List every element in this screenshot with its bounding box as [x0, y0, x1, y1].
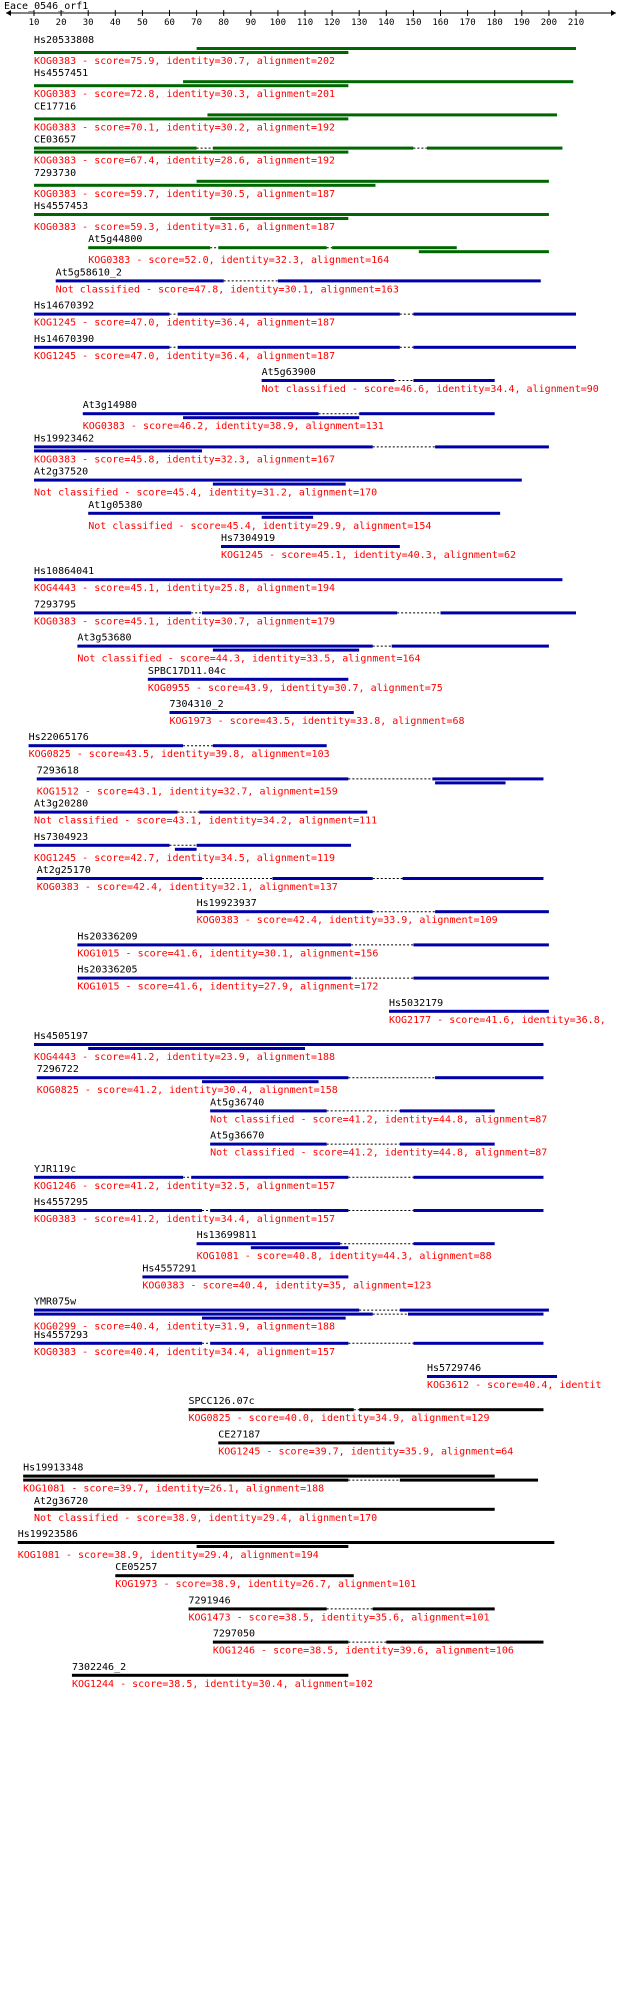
hit-info-link[interactable]: Not classified - score=43.1, identity=34.2, alignment=111 [34, 815, 378, 827]
hit-name-link[interactable]: 7302246_2 [71, 1661, 127, 1673]
hit-info-link[interactable]: KOG0383 - score=46.2, identity=38.9, alignment=131 [82, 421, 384, 433]
hit-info-link[interactable]: KOG1245 - score=47.0, identity=36.4, alignment=187 [34, 350, 336, 362]
alignment-segment [34, 578, 562, 581]
alignment-segment [197, 910, 373, 913]
ruler-tick-label: 130 [351, 18, 368, 28]
alignment-segment [34, 611, 191, 614]
hit-info-link[interactable]: KOG1245 - score=39.7, identity=35.9, alignment=64 [218, 1446, 514, 1458]
hit-row[interactable] [218, 1429, 513, 1457]
hit-name-link[interactable]: 7293618 [36, 765, 79, 777]
alignment-segment [77, 943, 351, 946]
alignment-segment [34, 1209, 202, 1212]
ruler-tick-label: 60 [164, 18, 175, 28]
hit-name-link[interactable]: Hs4557291 [142, 1263, 197, 1275]
hit-row[interactable] [72, 1662, 373, 1690]
alignment-segment [34, 51, 348, 54]
hit-info-link[interactable]: Not classified - score=47.8, identity=30.1, alignment=163 [55, 284, 399, 296]
alignment-segment [213, 483, 346, 486]
alignment-segment [218, 1441, 394, 1444]
alignment-segment [413, 1209, 543, 1212]
hit-name-link[interactable]: At1g05380 [88, 499, 143, 511]
hit-row[interactable] [37, 765, 544, 797]
hit-info-link[interactable]: KOG1246 - score=38.5, identity=39.6, alignment=106 [212, 1645, 514, 1657]
ruler-tick-label: 80 [218, 18, 230, 28]
alignment-segment [441, 611, 577, 614]
alignment-segment [197, 844, 351, 847]
alignment-segment [213, 649, 359, 652]
alignment-segment [213, 1641, 348, 1644]
alignment-segment [202, 1317, 346, 1320]
alignment-segment [332, 246, 457, 249]
hit-name-link[interactable]: Hs22065176 [28, 732, 89, 744]
hit-name-link[interactable]: CE17716 [34, 101, 77, 113]
alignment-segment [88, 1047, 305, 1050]
hit-row[interactable] [188, 1396, 543, 1424]
hit-name-link[interactable]: CE05257 [115, 1562, 158, 1574]
hit-row[interactable] [34, 433, 549, 465]
hit-info-link[interactable]: KOG0383 - score=52.0, identity=32.3, alignment=164 [88, 255, 390, 267]
alignment-segment [400, 1109, 495, 1112]
alignment-segment [197, 47, 576, 50]
hit-info-link[interactable]: KOG0383 - score=67.4, identity=28.6, alignment=192 [34, 155, 336, 167]
alignment-segment [37, 1076, 349, 1079]
hit-info-link[interactable]: KOG0383 - score=72.8, identity=30.3, alignment=201 [34, 89, 336, 101]
alignment-segment [188, 1408, 353, 1411]
hit-name-link[interactable]: 7304310_2 [169, 699, 224, 710]
alignment-segment [170, 711, 354, 714]
hit-name-link[interactable]: 7293795 [34, 599, 77, 611]
hit-row[interactable] [34, 799, 377, 827]
hit-name-link[interactable]: Hs4557451 [34, 68, 89, 80]
alignment-segment [34, 1508, 495, 1511]
hit-name-link[interactable]: At5g44800 [88, 234, 143, 246]
hit-name-link[interactable]: At3g20280 [34, 798, 89, 810]
alignment-segment [23, 1479, 348, 1482]
alignment-segment [34, 1342, 202, 1345]
alignment-segment [34, 445, 373, 448]
hit-row[interactable] [56, 267, 541, 295]
hit-info-link[interactable]: KOG0955 - score=43.9, identity=30.7, alignment=75 [147, 682, 443, 694]
alignment-segment [72, 1674, 348, 1677]
alignment-segment [373, 1607, 495, 1610]
alignment-segment [34, 1313, 373, 1316]
ruler-tick-label: 100 [269, 18, 287, 28]
hit-name-link[interactable]: Hs20533808 [34, 35, 95, 46]
hit-info-link[interactable]: KOG0383 - score=70.1, identity=30.2, alignment=192 [34, 122, 336, 134]
ruler-tick-label: 50 [136, 18, 148, 28]
hit-row[interactable] [148, 666, 443, 694]
hit-row[interactable] [142, 1263, 431, 1291]
ruler-tick-label: 150 [405, 18, 422, 28]
hit-row[interactable] [34, 68, 573, 100]
alignment-segment [262, 379, 395, 382]
alignment-segment [34, 117, 348, 120]
alignment-segment [23, 1475, 495, 1478]
alignment-segment [77, 645, 372, 648]
alignment-segment [37, 777, 349, 780]
hit-info-link[interactable]: KOG0383 - score=40.4, identity=35, alignment=123 [142, 1280, 432, 1292]
hit-row[interactable] [170, 699, 465, 727]
hit-row[interactable] [262, 367, 599, 395]
hit-row[interactable] [34, 135, 562, 167]
alignment-segment [386, 1641, 543, 1644]
hit-info-link[interactable]: KOG0825 - score=40.0, identity=34.9, alignment=129 [188, 1413, 490, 1425]
alignment-segment [34, 1309, 359, 1312]
ruler-tick-label: 40 [109, 18, 121, 28]
hit-info-link[interactable]: KOG1246 - score=41.2, identity=32.5, alignment=157 [34, 1180, 336, 1192]
alignment-segment [34, 449, 202, 452]
hit-info-link[interactable]: KOG1245 - score=42.7, identity=34.5, alignment=119 [34, 852, 336, 864]
hit-row[interactable] [88, 500, 500, 532]
ruler-tick-label: 30 [82, 18, 94, 28]
hit-info-link[interactable]: KOG1973 - score=43.5, identity=33.8, alignment=68 [169, 716, 465, 727]
alignment-segment [413, 313, 576, 316]
alignment-segment [413, 943, 549, 946]
hit-info-link[interactable]: Not classified - score=44.3, identity=33.5, alignment=164 [77, 653, 421, 665]
hit-info-link[interactable]: KOG0383 - score=59.7, identity=30.5, alignment=187 [34, 188, 336, 200]
alignment-segment [34, 147, 197, 150]
hit-name-link[interactable]: At3g14980 [82, 400, 137, 412]
hit-row[interactable] [210, 1131, 547, 1159]
hit-name-link[interactable]: At5g63900 [261, 367, 316, 378]
alignment-segment [419, 250, 549, 253]
hit-row[interactable] [34, 334, 576, 362]
alignment-segment [199, 811, 367, 814]
hit-info-link[interactable]: KOG1081 - score=40.8, identity=44.3, alignment=88 [196, 1251, 492, 1263]
hit-info-link[interactable]: Not classified - score=45.4, identity=31.2, alignment=170 [34, 487, 378, 499]
alignment-segment [175, 848, 197, 851]
hit-row[interactable] [83, 400, 495, 432]
alignment-segment [34, 346, 170, 349]
hit-name-link[interactable]: 7296722 [36, 1064, 79, 1076]
hit-name-link[interactable]: Hs7304919 [220, 533, 276, 544]
hit-info-link[interactable]: KOG0383 - score=59.3, identity=31.6, alignment=187 [34, 222, 336, 233]
hit-name-link[interactable]: CE03657 [34, 134, 77, 146]
hit-name-link[interactable]: Hs14670390 [34, 333, 95, 345]
sequence-ruler [6, 10, 616, 28]
hit-name-link[interactable]: Hs14670392 [34, 300, 95, 312]
alignment-segment [413, 379, 494, 382]
hit-info-link[interactable]: Not classified - score=46.6, identity=34.4, alignment=90 [261, 384, 599, 395]
alignment-segment [435, 445, 549, 448]
alignment-segment [210, 217, 348, 220]
hit-name-link[interactable]: 7297050 [212, 1628, 256, 1640]
alignment-segment [34, 1043, 543, 1046]
hit-info-link[interactable]: KOG0383 - score=45.1, identity=30.7, alignment=179 [34, 616, 336, 628]
alignment-segment [403, 877, 544, 880]
alignment-segment [77, 977, 351, 980]
alignment-segment [83, 412, 319, 415]
alignment-segment [207, 113, 557, 116]
alignment-segment [34, 151, 348, 154]
alignment-segment [188, 1607, 326, 1610]
hit-row[interactable] [34, 1197, 543, 1225]
hit-row[interactable] [37, 865, 544, 893]
hit-info-link[interactable]: KOG4443 - score=41.2, identity=23.9, alignment=188 [34, 1052, 336, 1063]
alignment-segment [183, 416, 359, 419]
hit-row[interactable] [221, 533, 516, 561]
hit-info-link[interactable]: KOG0825 - score=43.5, identity=39.8, alignment=103 [28, 749, 330, 761]
alignment-segment [435, 910, 549, 913]
alignment-segment [400, 1143, 495, 1146]
hit-row[interactable] [34, 1297, 549, 1333]
ruler-tick-label: 170 [459, 18, 476, 28]
hit-info-link[interactable]: KOG1081 - score=38.9, identity=29.4, alignment=194 [17, 1550, 319, 1561]
hit-info-link[interactable]: KOG0299 - score=40.4, identity=31.9, alignment=188 [34, 1321, 336, 1333]
alignment-segment [34, 844, 170, 847]
hit-info-link[interactable]: KOG1473 - score=38.5, identity=35.6, alignment=101 [188, 1612, 490, 1624]
alignment-segment [251, 1246, 349, 1249]
alignment-segment [34, 313, 170, 316]
hit-info-link[interactable]: KOG2177 - score=41.6, identity=36.8, [389, 1014, 606, 1026]
alignment-segment [148, 678, 349, 681]
hit-name-link[interactable]: Hs4557295 [34, 1197, 89, 1208]
hit-info-link[interactable]: KOG0825 - score=41.2, identity=30.4, alignment=158 [36, 1085, 338, 1097]
hit-info-link[interactable]: KOG0383 - score=42.4, identity=32.1, alignment=137 [36, 882, 338, 893]
hit-info-link[interactable]: KOG1245 - score=47.0, identity=36.4, alignment=187 [34, 317, 336, 329]
alignment-segment [37, 877, 202, 880]
hit-info-link[interactable]: KOG1015 - score=41.6, identity=27.9, alignment=172 [77, 981, 379, 993]
hit-info-link[interactable]: KOG1512 - score=43.1, identity=32.7, alignment=159 [36, 786, 338, 798]
hit-name-link[interactable]: YJR119c [34, 1163, 77, 1175]
hit-row[interactable] [34, 1031, 543, 1063]
hit-name-link[interactable]: Hs4557293 [34, 1329, 89, 1341]
alignment-segment [88, 512, 500, 515]
alignment-segment [221, 545, 400, 548]
alignment-segment [413, 346, 576, 349]
hit-info-link[interactable]: KOG4443 - score=45.1, identity=25.8, alignment=194 [34, 583, 336, 595]
alignment-segment [191, 1176, 348, 1179]
alignment-segment [88, 246, 210, 249]
alignment-segment [359, 412, 495, 415]
ruler-tick-label: 190 [513, 18, 530, 28]
alignment-segment [213, 147, 414, 150]
ruler-tick-label: 210 [567, 18, 585, 28]
alignment-segment [178, 346, 400, 349]
hit-name-link[interactable]: Hs7304923 [34, 831, 89, 843]
query-title: Eace_0546_orf1 [4, 1, 89, 12]
hit-row[interactable] [88, 234, 549, 266]
alignment-segment [413, 977, 549, 980]
ruler-tick-label: 200 [540, 18, 558, 28]
hit-name-link[interactable]: SPBC17D11.04c [147, 665, 227, 677]
hit-row[interactable] [29, 732, 330, 760]
alignment-segment [278, 279, 541, 282]
hit-name-link[interactable]: At2g37520 [34, 466, 89, 478]
hit-row[interactable] [34, 832, 351, 864]
hit-info-link[interactable]: Not classified - score=41.2, identity=44.8, alignment=87 [210, 1114, 548, 1126]
alignment-segment [210, 1109, 327, 1112]
alignment-segment [400, 1309, 549, 1312]
alignment-segment [427, 1375, 557, 1378]
hit-name-link[interactable]: CE27187 [218, 1429, 261, 1441]
hit-name-link[interactable]: At5g58610_2 [55, 267, 122, 279]
hit-name-link[interactable]: Hs19913348 [23, 1462, 84, 1474]
alignment-segment [34, 1176, 183, 1179]
hit-row[interactable] [34, 1164, 543, 1192]
alignment-segment [213, 744, 327, 747]
alignment-segment [115, 1574, 353, 1577]
hit-name-link[interactable]: SPCC126.07c [188, 1396, 255, 1408]
hit-name-link[interactable]: Hs5032179 [389, 997, 444, 1009]
alignment-segment [202, 611, 397, 614]
alignment-segment [435, 781, 505, 784]
ruler-right-arrow-icon [611, 10, 616, 16]
hit-row[interactable] [197, 898, 549, 926]
hit-info-link[interactable]: Not classified - score=41.2, identity=44.8, alignment=87 [210, 1147, 548, 1159]
hit-info-link[interactable]: KOG0383 - score=45.8, identity=32.3, alignment=167 [34, 454, 336, 466]
alignment-segment [210, 1209, 348, 1212]
hit-name-link[interactable]: At3g53680 [77, 632, 132, 644]
ruler-tick-label: 160 [432, 18, 449, 28]
ruler-tick-label: 90 [245, 18, 257, 28]
hit-name-link[interactable]: At2g36720 [34, 1495, 89, 1507]
hit-name-link[interactable]: Hs20336209 [77, 931, 138, 943]
hit-row[interactable] [34, 201, 549, 233]
hit-name-link[interactable]: 7293730 [34, 167, 77, 179]
hit-list [18, 35, 606, 1690]
hit-info-link[interactable]: KOG1081 - score=39.7, identity=26.1, alignment=188 [23, 1483, 325, 1495]
hit-row[interactable] [18, 1529, 555, 1561]
hit-name-link[interactable]: Hs19923462 [34, 433, 95, 445]
ruler-tick-label: 20 [55, 18, 67, 28]
alignment-segment [197, 180, 549, 183]
hit-row[interactable] [34, 1496, 495, 1524]
hit-row[interactable] [34, 599, 576, 627]
hit-name-link[interactable]: Hs10864041 [34, 566, 95, 578]
hit-row[interactable] [23, 1463, 538, 1495]
alignment-segment [142, 1275, 348, 1278]
alignment-segment [218, 246, 326, 249]
hit-row[interactable] [389, 998, 606, 1026]
alignment-segment [435, 1076, 543, 1079]
hit-name-link[interactable]: 7291946 [188, 1595, 231, 1607]
hit-row[interactable] [77, 931, 549, 959]
hit-name-link[interactable]: Hs5729746 [426, 1363, 482, 1374]
hit-row[interactable] [197, 1230, 495, 1262]
ruler-tick-label: 140 [378, 18, 395, 28]
alignment-segment [408, 1313, 543, 1316]
hit-info-link[interactable]: KOG1973 - score=38.9, identity=26.7, alignment=101 [115, 1579, 417, 1591]
alignment-segment [34, 184, 375, 187]
alignment-segment [400, 1479, 538, 1482]
hit-info-link[interactable]: KOG1245 - score=45.1, identity=40.3, alignment=62 [220, 550, 517, 561]
alignment-segment [432, 777, 543, 780]
alignment-segment [272, 877, 372, 880]
hit-row[interactable] [37, 1064, 544, 1096]
hit-info-link[interactable]: KOG0383 - score=75.9, identity=30.7, alignment=202 [34, 56, 336, 67]
hit-info-link[interactable]: Not classified - score=45.4, identity=29.9, alignment=154 [88, 520, 432, 532]
alignment-segment [197, 1545, 349, 1548]
alignment-segment [210, 1342, 348, 1345]
hit-row[interactable] [188, 1595, 494, 1623]
hit-row[interactable] [34, 1330, 543, 1358]
hit-row[interactable] [77, 633, 549, 665]
hit-row[interactable] [34, 101, 557, 133]
hit-info-link[interactable]: KOG0383 - score=41.2, identity=34.4, alignment=157 [34, 1214, 336, 1225]
hit-row[interactable] [34, 301, 576, 329]
hit-name-link[interactable]: Hs19923586 [17, 1529, 78, 1540]
hit-name-link[interactable]: At5g36670 [210, 1130, 265, 1142]
alignment-segment [389, 1010, 549, 1013]
alignment-segment [29, 744, 183, 747]
hit-name-link[interactable]: Hs20336205 [77, 964, 138, 976]
alignment-segment [34, 84, 348, 87]
alignment-segment [197, 1242, 341, 1245]
alignment-segment [34, 811, 178, 814]
alignment-segment [34, 479, 522, 482]
hit-row[interactable] [427, 1363, 602, 1391]
hit-name-link[interactable]: Hs13699811 [196, 1230, 257, 1242]
hit-info-link[interactable]: KOG0383 - score=40.4, identity=34.4, alignment=157 [34, 1346, 336, 1358]
hit-name-link[interactable]: Hs4505197 [34, 1031, 89, 1042]
hit-row[interactable] [34, 168, 549, 200]
ruler-tick-label: 110 [296, 18, 314, 28]
hit-info-link[interactable]: KOG1015 - score=41.6, identity=30.1, alignment=156 [77, 948, 379, 960]
hit-info-link[interactable]: KOG1244 - score=38.5, identity=30.4, alignment=102 [71, 1678, 373, 1690]
ruler-tick-label: 120 [323, 18, 341, 28]
alignment-segment [18, 1541, 555, 1544]
hit-row[interactable] [115, 1562, 416, 1590]
hit-info-link[interactable]: KOG0383 - score=42.4, identity=33.9, alignment=109 [196, 915, 498, 927]
alignment-segment [427, 147, 563, 150]
alignment-segment [202, 1080, 319, 1083]
alignment-segment [413, 1176, 543, 1179]
hit-name-link[interactable]: Hs4557453 [34, 201, 89, 212]
alignment-segment [178, 313, 400, 316]
alignment-segment [183, 80, 573, 83]
hit-row[interactable] [34, 35, 576, 67]
hit-name-link[interactable]: Hs19923937 [196, 898, 257, 910]
ruler-tick-label: 10 [28, 18, 40, 28]
hit-info-link[interactable]: KOG3612 - score=40.4, identit [426, 1380, 602, 1391]
hit-name-link[interactable]: At2g25170 [36, 865, 91, 876]
hit-info-link[interactable]: Not classified - score=38.9, identity=29.4, alignment=170 [34, 1512, 378, 1524]
hit-row[interactable] [34, 467, 522, 499]
hit-name-link[interactable]: YMR075w [34, 1296, 77, 1308]
ruler-tick-label: 70 [191, 18, 203, 28]
hit-row[interactable] [34, 566, 562, 594]
alignment-segment [262, 516, 313, 519]
alignment-segment [34, 213, 549, 216]
hit-row[interactable] [210, 1097, 547, 1125]
alignment-segment [413, 1342, 543, 1345]
hit-row[interactable] [213, 1629, 544, 1657]
alignment-segment [56, 279, 224, 282]
ruler-tick-label: 180 [486, 18, 503, 28]
alignment-segment [210, 1143, 327, 1146]
hit-name-link[interactable]: At5g36740 [210, 1097, 265, 1109]
alignment-segment [413, 1242, 494, 1245]
alignment-segment [359, 1408, 543, 1411]
alignment-segment [392, 645, 549, 648]
hit-row[interactable] [77, 965, 549, 993]
